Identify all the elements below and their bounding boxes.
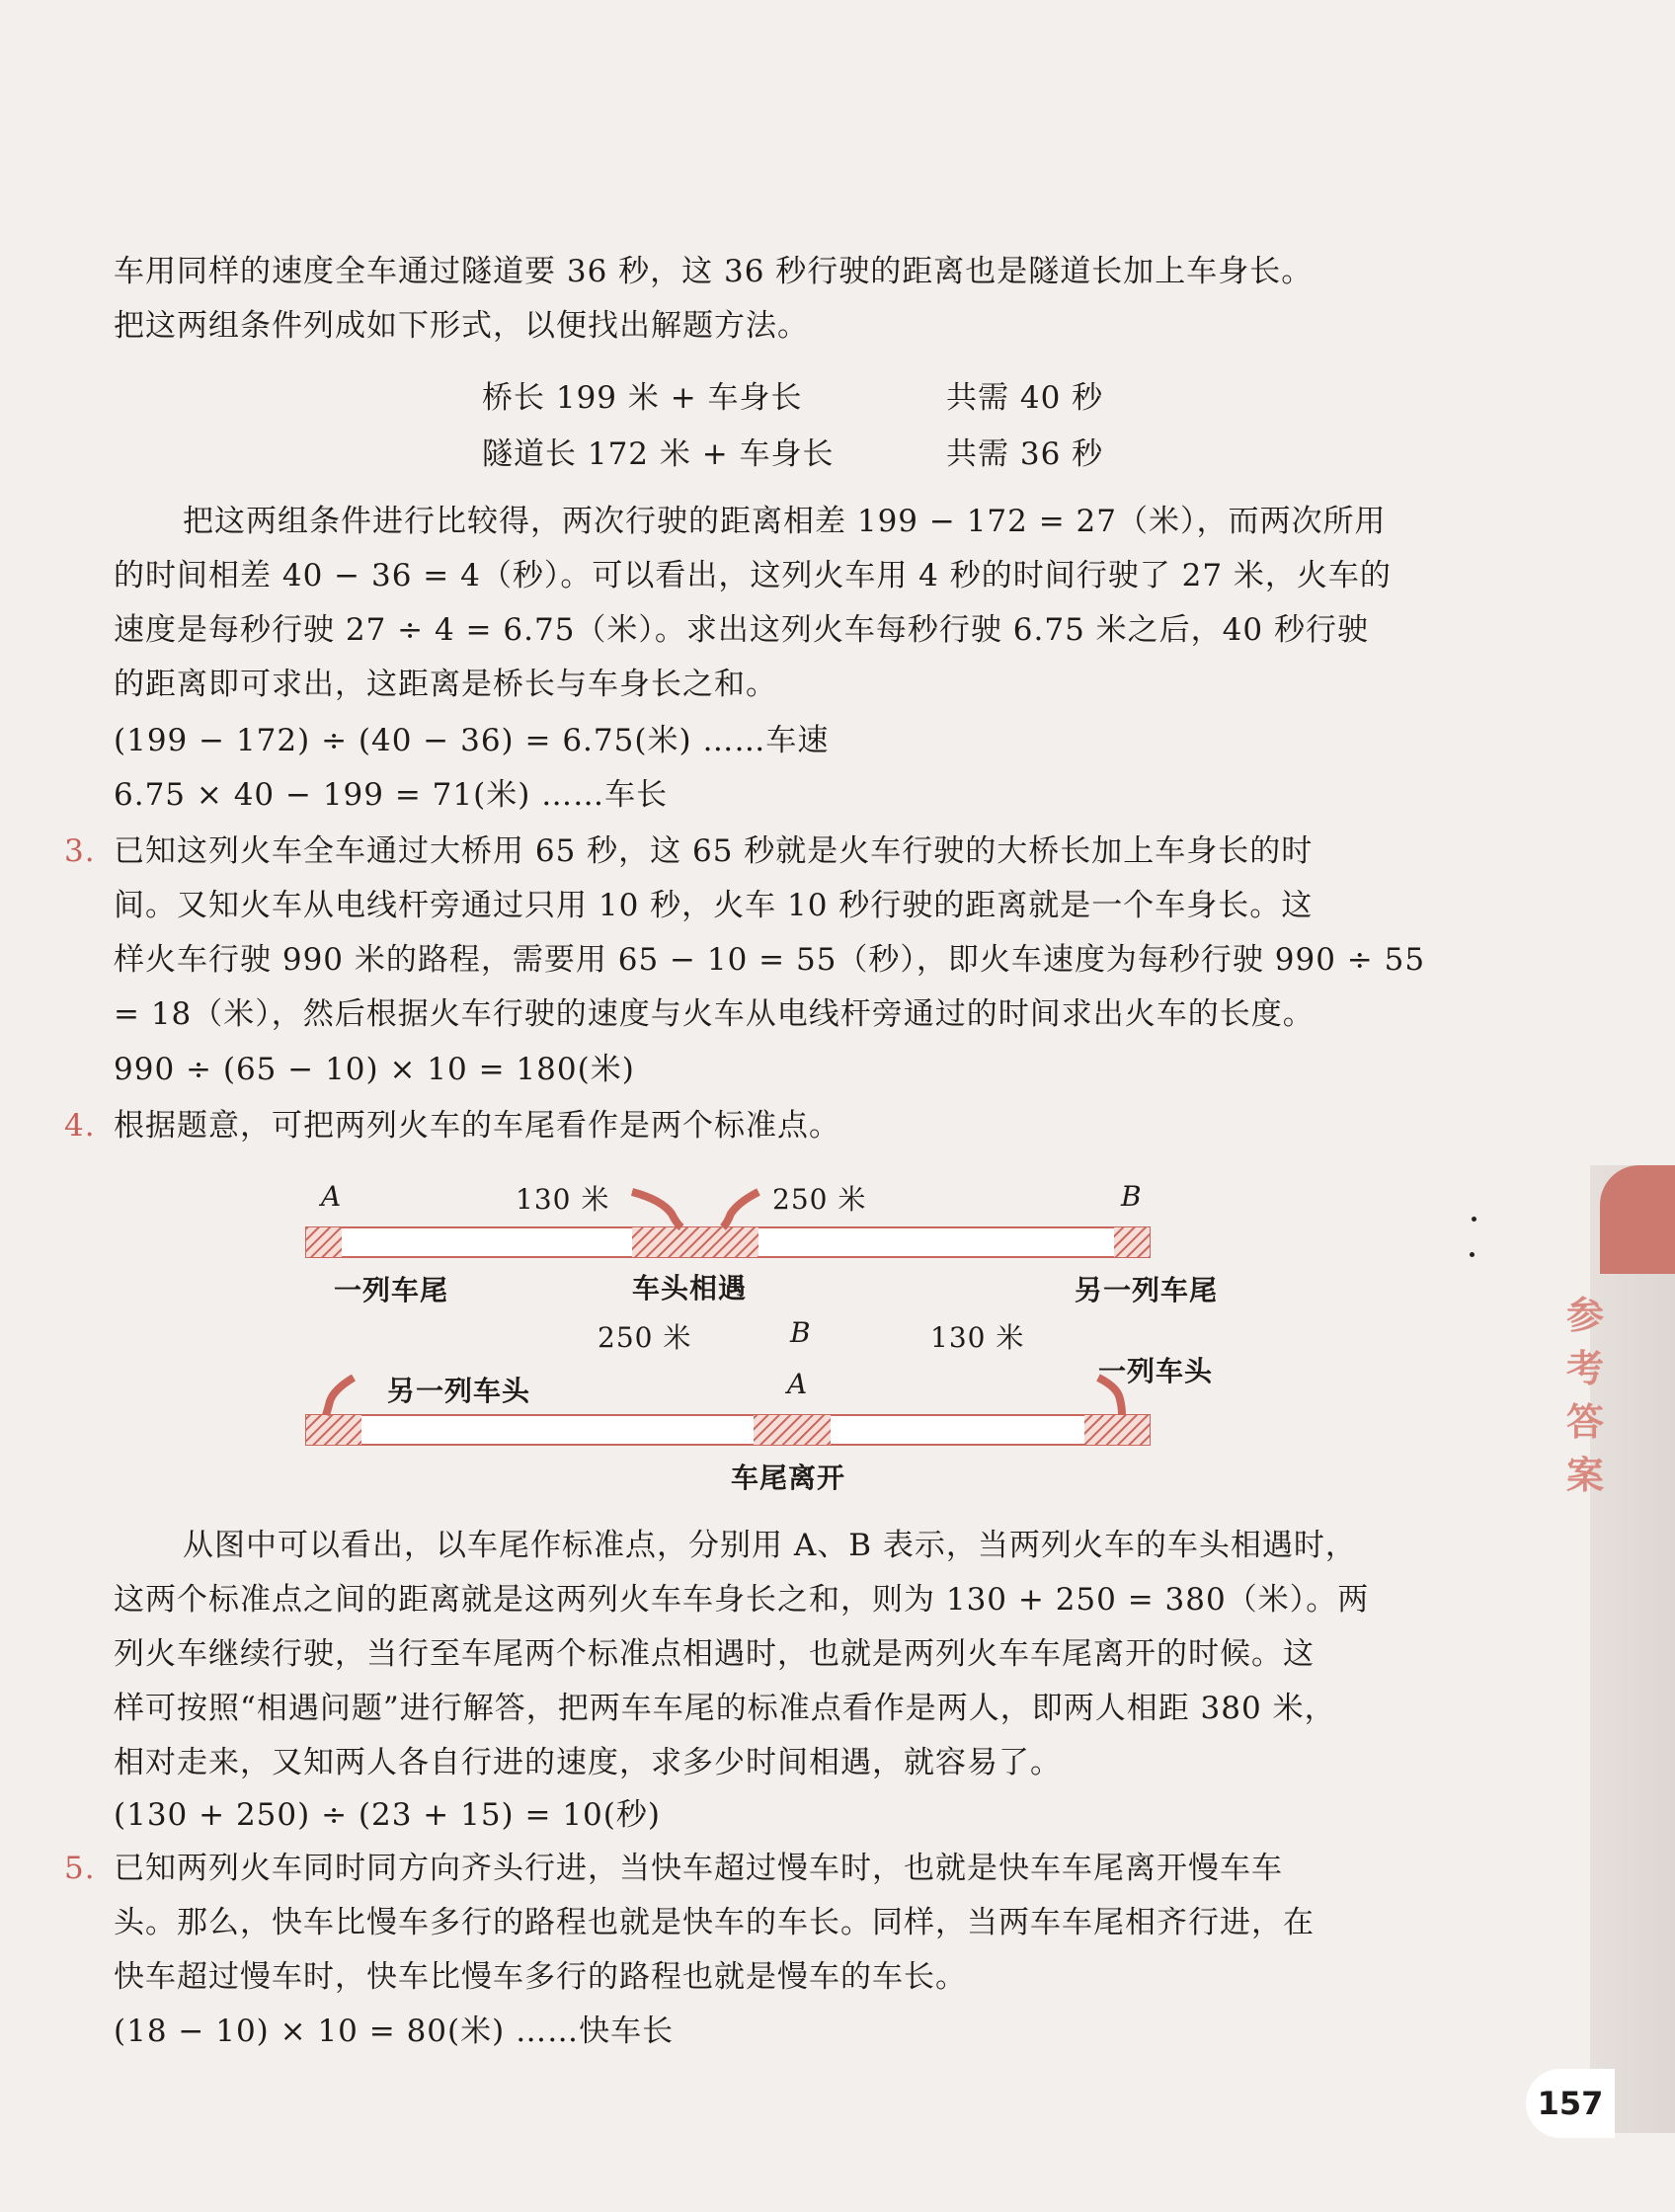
diagram-graphic (296, 1170, 1264, 1506)
text-line: 列火车继续行驶，当行至车尾两个标准点相遇时，也就是两列火车车尾离开的时候。这 (114, 1636, 1315, 1672)
hatch-block (306, 1415, 361, 1445)
side-tab-label (1565, 1289, 1605, 1502)
formula-line: 990 ÷ (65 − 10) × 10 = 180(米) (114, 1052, 635, 1087)
length-label: 130 米 (516, 1183, 610, 1216)
formula-line: 6.75 × 40 − 199 = 71(米) ……车长 (114, 777, 669, 813)
text-line: 的时间相差 40 − 36 = 4（秒）。可以看出，这列火车用 4 秒的时间行驶了 27 米，火车的 (114, 558, 1392, 593)
hatch-block (306, 1227, 342, 1257)
length-label: 250 米 (598, 1321, 692, 1354)
table-cell: 隧道长 172 米 + 车身长 (482, 436, 835, 472)
page-number: 157 (1526, 2069, 1615, 2138)
label-b: B (1121, 1180, 1143, 1213)
text-line: 间。又知火车从电线杆旁通过只用 10 秒，火车 10 秒行驶的距离就是一个车身长。这 (114, 888, 1314, 923)
caption-label: 另一列车尾 (1075, 1274, 1219, 1306)
text-line: 速度是每秒行驶 27 ÷ 4 = 6.75（米）。求出这列火车每秒行驶 6.75 米之后，40 秒行驶 (114, 612, 1369, 648)
text-line: 相对走来，又知两人各自行进的速度，求多少时间相遇，就容易了。 (114, 1745, 1062, 1780)
hatch-block (754, 1415, 831, 1445)
caption-label: 一列车头 (1098, 1355, 1214, 1387)
question-5-line: 5. 已知两列火车同时同方向齐头行进，当快车超过慢车时，也就是快车车尾离开慢车车 (64, 1851, 1283, 1886)
question-4-line: 4. 根据题意，可把两列火车的车尾看作是两个标准点。 (64, 1108, 840, 1144)
length-label: 130 米 (930, 1321, 1025, 1354)
hatch-block (1114, 1227, 1150, 1257)
question-3-line: 3. 已知这列火车全车通过大桥用 65 秒，这 65 秒就是火车行驶的大桥长加上车身长的时 (64, 833, 1314, 869)
side-tab-icon (1600, 1165, 1675, 1274)
table-cell: 共需 36 秒 (946, 436, 1104, 472)
hatch-block (1084, 1415, 1150, 1445)
text-line: = 18（米），然后根据火车行驶的速度与火车从电线杆旁通过的时间求出火车的长度。 (114, 996, 1315, 1032)
track-bottom (306, 1415, 1150, 1445)
label-b: B (790, 1316, 812, 1349)
text-line: 从图中可以看出，以车尾作标准点，分别用 A、B 表示，当两列火车的车头相遇时， (183, 1528, 1357, 1563)
text-line: 的距离即可求出，这距离是桥长与车身长之和。 (114, 667, 777, 702)
text-line: 快车超过慢车时，快车比慢车多行的路程也就是慢车的车长。 (114, 1959, 967, 1995)
text-line: 样火车行驶 990 米的路程，需要用 65 − 10 = 55（秒），即火车速度为每秒行驶 990 ÷ 55 (114, 942, 1426, 978)
text-span: 根据题意，可把两列火车的车尾看作是两个标准点。 (114, 1108, 840, 1144)
text-line: 把这两组条件列成如下形式，以便找出解题方法。 (114, 308, 809, 344)
caption-label: 车头相遇 (632, 1272, 748, 1304)
formula-line: (199 − 172) ÷ (40 − 36) = 6.75(米) ……车速 (114, 723, 830, 758)
smoke-icon (723, 1192, 758, 1227)
formula-line: (130 + 250) ÷ (23 + 15) = 10(秒) (114, 1797, 661, 1833)
table-cell: 桥长 199 米 + 车身长 (482, 380, 803, 416)
text-span: 已知两列火车同时同方向齐头行进，当快车超过慢车时，也就是快车车尾离开慢车车 (114, 1851, 1283, 1886)
side-tab-char: 参 (1565, 1293, 1604, 1337)
length-label: 250 米 (772, 1183, 867, 1216)
text-line: 头。那么，快车比慢车多行的路程也就是快车的车长。同样，当两车车尾相齐行进，在 (114, 1905, 1315, 1940)
caption-label: 一列车尾 (334, 1274, 449, 1306)
side-tab-char: 案 (1565, 1453, 1604, 1497)
caption-label: 另一列车头 (387, 1375, 531, 1407)
text-span: 已知这列火车全车通过大桥用 65 秒，这 65 秒就是火车行驶的大桥长加上车身长的时 (114, 833, 1314, 869)
side-tab-char: 答 (1565, 1399, 1604, 1444)
table-cell: 共需 40 秒 (946, 380, 1104, 416)
dot-mark (1470, 1252, 1475, 1257)
formula-line: (18 − 10) × 10 = 80(米) ……快车长 (114, 2014, 675, 2049)
text-line: 把这两组条件进行比较得，两次行驶的距离相差 199 − 172 = 27（米），而两次所用 (183, 504, 1387, 539)
side-tab-char: 考 (1565, 1346, 1604, 1390)
text-line: 这两个标准点之间的距离就是这两列火车车身长之和，则为 130 + 250 = 380（米）。两 (114, 1582, 1370, 1618)
smoke-icon (632, 1192, 681, 1227)
text-line: 车用同样的速度全车通过隧道要 36 秒，这 36 秒行驶的距离也是隧道长加上车身长。 (114, 254, 1314, 289)
label-a: A (787, 1368, 809, 1400)
train-diagram (296, 1170, 1264, 1506)
dot-mark (1472, 1217, 1476, 1222)
text-line: 样可按照“相遇问题”进行解答，把两车车尾的标准点看作是两人，即两人相距 380 米， (114, 1691, 1336, 1726)
hatch-block (632, 1227, 758, 1257)
caption-label: 车尾离开 (731, 1462, 846, 1494)
label-a: A (321, 1180, 343, 1213)
smoke-icon (326, 1378, 354, 1415)
